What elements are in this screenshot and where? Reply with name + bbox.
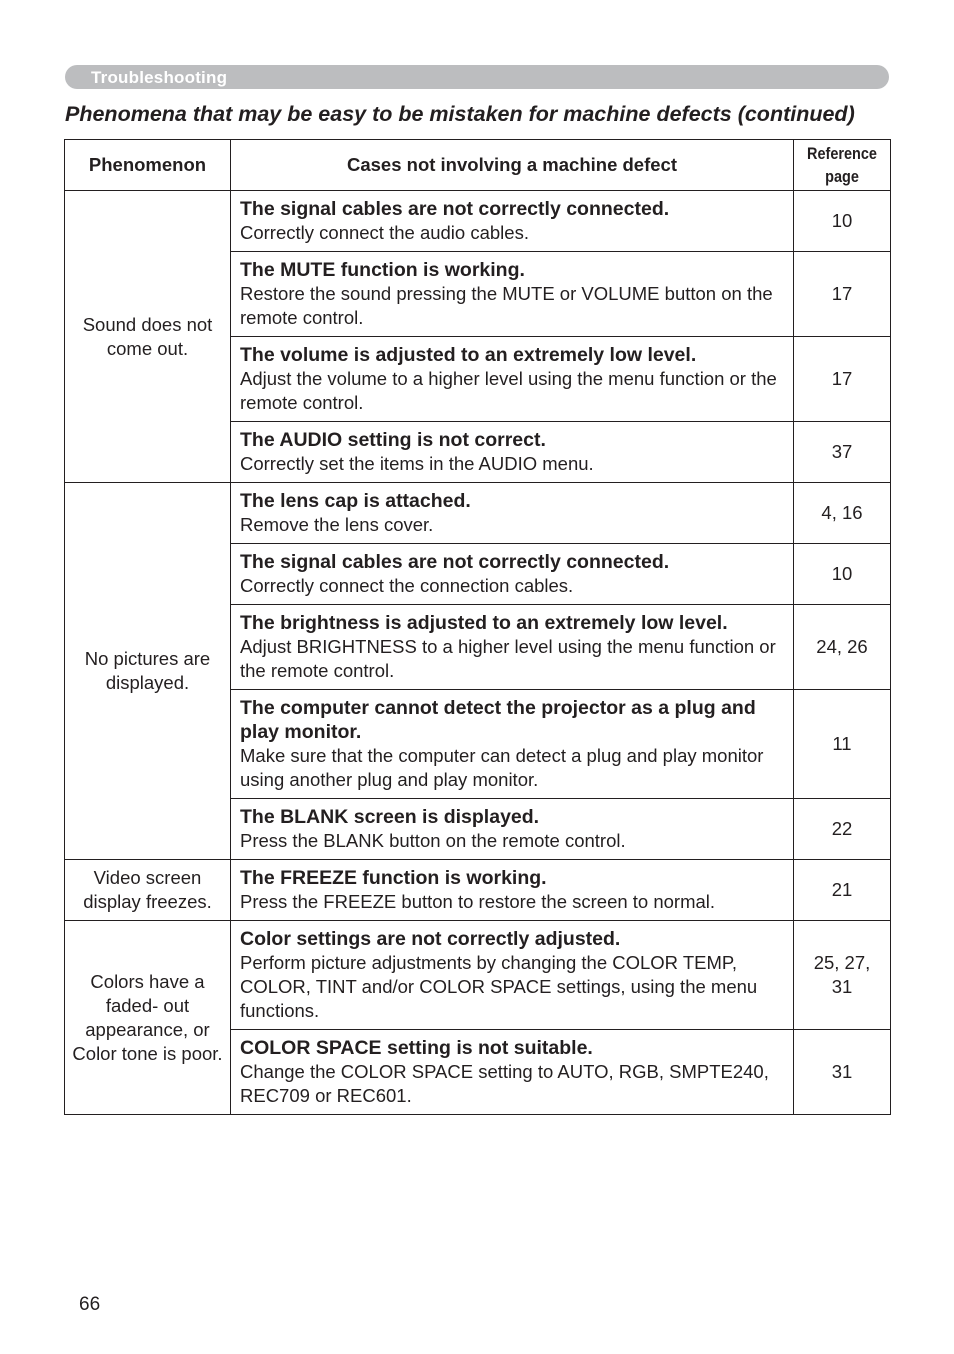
case-title: The computer cannot detect the projector as a plug and play monitor. — [240, 697, 756, 743]
case-title: The lens cap is attached. — [240, 490, 471, 512]
header-phenomenon: Phenomenon — [65, 140, 231, 191]
case-cell — [231, 191, 794, 252]
phenomenon-cell: Sound does not come out. — [65, 191, 231, 483]
case-title: The brightness is adjusted to an extremely low level. — [240, 612, 728, 634]
case-description: Make sure that the computer can detect a plug and play monitor using another plug and play monitor. — [240, 745, 764, 790]
case-title: The BLANK screen is displayed. — [240, 806, 540, 828]
reference-page-cell: 21 — [794, 860, 891, 921]
case-cell — [231, 690, 794, 799]
reference-page-cell: 24, 26 — [794, 605, 891, 690]
table-row — [65, 860, 891, 921]
case-cell — [231, 337, 794, 422]
table-row — [65, 921, 891, 1030]
reference-page-cell: 10 — [794, 544, 891, 605]
header-reference — [794, 140, 891, 191]
table-row — [65, 483, 891, 544]
case-description: Adjust BRIGHTNESS to a higher level using the menu function or the remote control. — [240, 636, 776, 681]
reference-page-cell: 4, 16 — [794, 483, 891, 544]
page-number: 66 — [79, 1294, 101, 1315]
section-bar — [65, 65, 889, 89]
case-title: The signal cables are not correctly connected. — [240, 551, 670, 573]
header-cases: Cases not involving a machine defect — [231, 140, 794, 191]
case-cell — [231, 544, 794, 605]
header-reference-line1: Reference — [807, 144, 877, 163]
case-description: Adjust the volume to a higher level using the menu function or the remote control. — [240, 368, 777, 413]
case-description: Press the FREEZE button to restore the screen to normal. — [240, 891, 716, 912]
case-title: The MUTE function is working. — [240, 259, 525, 281]
case-title: The FREEZE function is working. — [240, 867, 547, 889]
reference-page-cell: 25, 27, 31 — [794, 921, 891, 1030]
case-description: Correctly connect the connection cables. — [240, 575, 574, 596]
case-description: Change the COLOR SPACE setting to AUTO, RGB, SMPTE240, REC709 or REC601. — [240, 1061, 769, 1106]
case-cell — [231, 860, 794, 921]
case-title: The AUDIO setting is not correct. — [240, 429, 546, 451]
reference-page-cell: 17 — [794, 337, 891, 422]
case-description: Correctly connect the audio cables. — [240, 222, 529, 243]
case-cell — [231, 799, 794, 860]
case-cell — [231, 921, 794, 1030]
case-title: COLOR SPACE setting is not suitable. — [240, 1037, 593, 1059]
reference-page-cell: 37 — [794, 422, 891, 483]
troubleshooting-table — [64, 139, 891, 1115]
section-label: Troubleshooting — [91, 68, 228, 87]
case-title: The volume is adjusted to an extremely low level. — [240, 344, 697, 366]
reference-page-cell: 22 — [794, 799, 891, 860]
header-reference-line2: page — [825, 167, 859, 186]
phenomenon-cell: Colors have a faded- out appearance, or Color tone is poor. — [65, 921, 231, 1115]
case-cell — [231, 252, 794, 337]
case-description: Restore the sound pressing the MUTE or VOLUME button on the remote control. — [240, 283, 773, 328]
phenomenon-cell: Video screen display freezes. — [65, 860, 231, 921]
reference-page-cell: 10 — [794, 191, 891, 252]
page-heading: Phenomena that may be easy to be mistaken for machine defects (continued) — [65, 102, 855, 126]
case-cell — [231, 1030, 794, 1115]
case-title: The signal cables are not correctly connected. — [240, 198, 670, 220]
case-title: Color settings are not correctly adjusted. — [240, 928, 621, 950]
case-cell — [231, 605, 794, 690]
case-description: Remove the lens cover. — [240, 514, 434, 535]
case-description: Perform picture adjustments by changing the COLOR TEMP, COLOR, TINT and/or COLOR SPACE settings, using the menu functions. — [240, 952, 758, 1021]
case-cell — [231, 422, 794, 483]
case-cell — [231, 483, 794, 544]
reference-page-cell: 31 — [794, 1030, 891, 1115]
table-header-row — [65, 140, 891, 191]
table-row — [65, 191, 891, 252]
reference-page-cell: 11 — [794, 690, 891, 799]
phenomenon-cell: No pictures are displayed. — [65, 483, 231, 860]
case-description: Press the BLANK button on the remote control. — [240, 830, 626, 851]
reference-page-cell: 17 — [794, 252, 891, 337]
case-description: Correctly set the items in the AUDIO menu. — [240, 453, 594, 474]
